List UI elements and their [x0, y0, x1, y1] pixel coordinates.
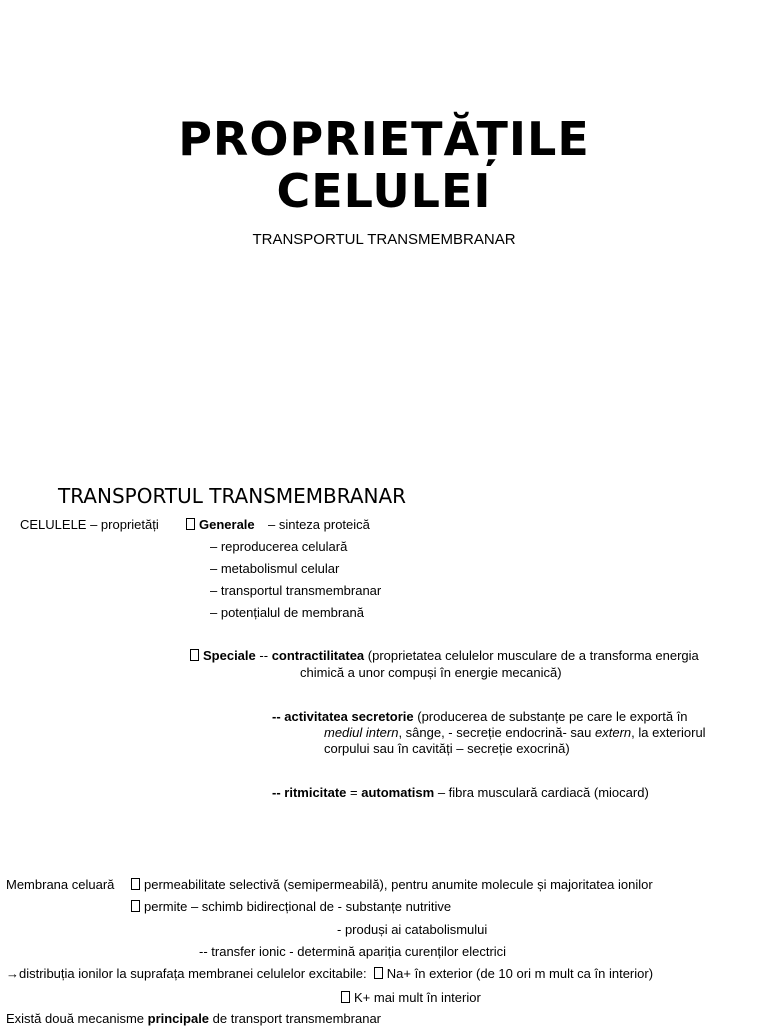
membrane-line-5 [6, 966, 653, 982]
membrane-line-5-text: distribuția ionilor la suprafața membranei celulelor excitabile: [19, 966, 367, 981]
membrane-line-6-text: K+ mai mult în interior [354, 990, 481, 1005]
bullet-box-icon [131, 900, 140, 912]
membrane-line-2 [131, 899, 451, 915]
cells-label: CELULELE – proprietăți [20, 517, 159, 532]
bullet-box-icon [186, 518, 195, 530]
membrane-line-7-bold: principale [147, 1011, 210, 1026]
secret-desc-2 [324, 725, 706, 741]
contract-desc-2: chimică a unor compuși în energie mecanică) [300, 665, 562, 680]
general-item: – sinteza proteică [268, 517, 370, 532]
rhythm-eq: = [346, 785, 362, 800]
mediul-intern: mediul intern [324, 725, 399, 740]
bullet-box-icon [374, 967, 383, 979]
contract-prefix: -- [259, 648, 269, 663]
secret-desc-3: corpului sau în cavități – secreție exocrină) [324, 741, 570, 756]
membrane-line-7-start: Există două mecanisme [6, 1011, 148, 1026]
membrane-line-2-text: permite – schimb bidirecțional de - substanțe nutritive [144, 899, 452, 914]
membrane-line-1-text: permeabilitate selectivă (semipermeabilă), pentru anumite molecule și majoritatea ionilor [144, 877, 653, 892]
general-item: – potențialul de membrană [210, 605, 364, 620]
bullet-box-icon [131, 878, 140, 890]
secret-term: -- activitatea secretorie [272, 709, 414, 724]
rhythm-row [272, 785, 649, 801]
contract-term: contractilitatea [271, 648, 365, 663]
membrane-line-4: -- transfer ionic - determină apariția curenților electrici [199, 944, 507, 959]
secret-desc-end: , la exteriorul [631, 725, 706, 740]
contract-desc-1: (proprietatea celulelor musculare de a transforma energia [367, 648, 699, 663]
general-row [186, 517, 255, 533]
page-title-line-1: PROPRIETĂȚILE [178, 112, 590, 166]
membrane-line-1 [131, 877, 653, 893]
membrane-line-5b-text: Na+ în exterior (de 10 ori m mult ca în interior) [386, 966, 654, 981]
secret-desc-mid: , sânge, - secreție endocrină- sau [398, 725, 595, 740]
secret-row [272, 709, 688, 725]
bullet-box-icon [341, 991, 350, 1003]
membrane-line-7 [6, 1011, 381, 1027]
arrow-right-icon: → [6, 966, 19, 981]
automatism-term: automatism [361, 785, 435, 800]
general-item: – metabolismul celular [210, 561, 340, 576]
general-item: – transportul transmembranar [210, 583, 382, 598]
bullet-box-icon [190, 649, 199, 661]
page-subtitle: TRANSPORTUL TRANSMEMBRANAR [252, 231, 516, 248]
secret-desc-1: (producerea de substanțe pe care le exportă în [417, 709, 688, 724]
section-heading: TRANSPORTUL TRANSMEMBRANAR [58, 484, 407, 508]
extern: extern [595, 725, 632, 740]
rhythm-desc: – fibra musculară cardiacă (miocard) [434, 785, 649, 800]
membrane-line-6 [341, 990, 481, 1006]
special-row [190, 648, 699, 664]
membrane-label: Membrana celuară [6, 877, 115, 892]
membrane-line-7-end: de transport transmembranar [209, 1011, 382, 1026]
page-title-line-2: CELULEI [276, 164, 492, 218]
rhythm-term: -- ritmicitate [272, 785, 347, 800]
general-item: – reproducerea celulară [210, 539, 348, 554]
membrane-line-3: - produși ai catabolismului [337, 922, 488, 937]
general-label: Generale [199, 517, 255, 532]
special-label: Speciale [203, 648, 256, 663]
